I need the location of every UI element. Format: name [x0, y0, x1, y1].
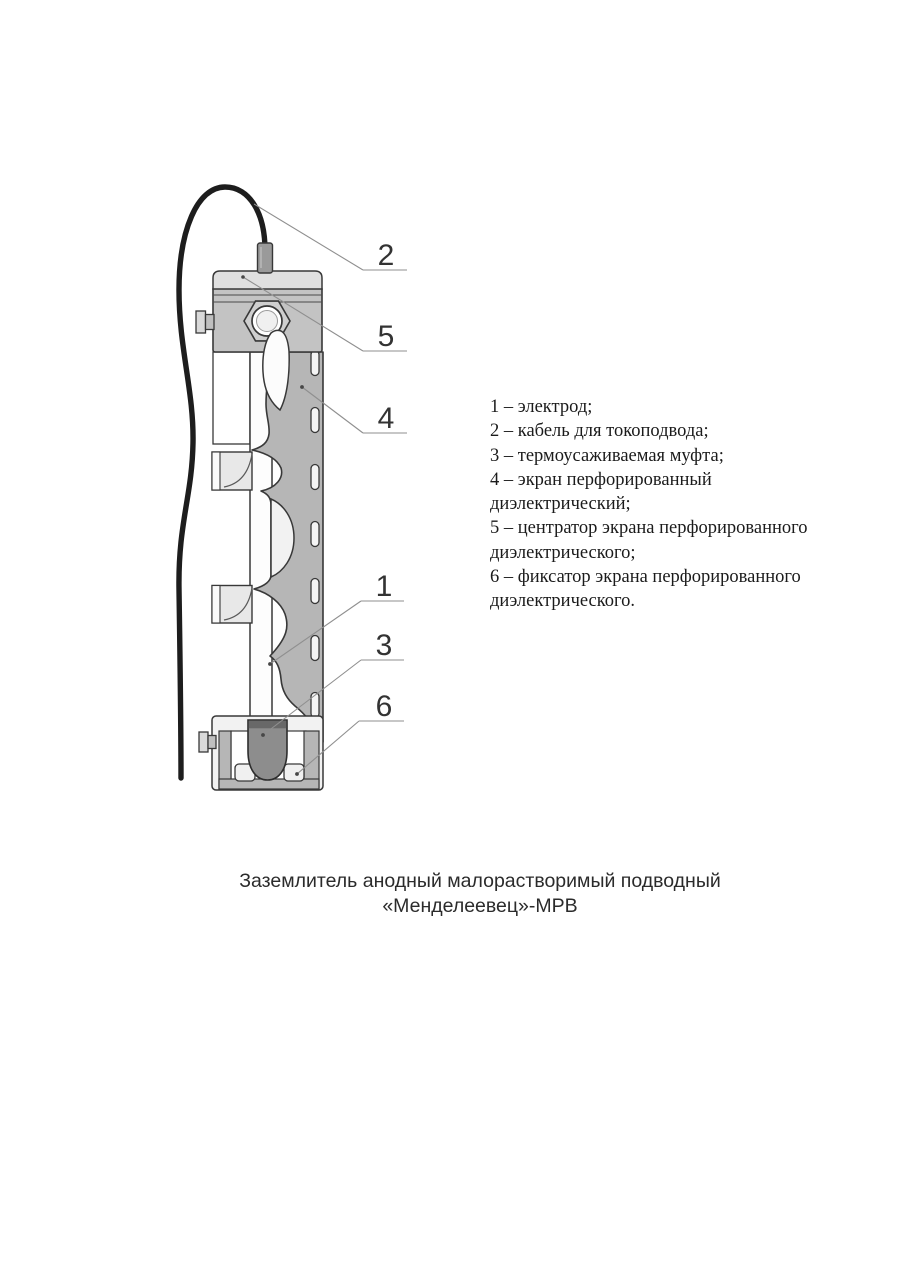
screen-slot	[311, 636, 319, 661]
screen-slot	[311, 465, 319, 490]
leader-dot-1	[268, 662, 272, 666]
callout-label-1: 1	[375, 570, 393, 603]
interior-void-panel	[213, 352, 250, 444]
screen-slot	[311, 693, 319, 718]
screen-slot	[311, 579, 319, 604]
centrator-flange-upper	[212, 452, 252, 490]
screen-slot	[311, 351, 319, 376]
fixator-block-right	[284, 764, 304, 781]
screen-slot	[311, 522, 319, 547]
leader-dot-6	[295, 772, 299, 776]
legend-line-1: 1 – электрод;	[490, 397, 593, 417]
callout-label-2: 2	[377, 239, 395, 272]
leader-dot-4	[300, 385, 304, 389]
heat-shrink-sleeve	[248, 720, 287, 780]
screen-slot	[311, 408, 319, 433]
leader-dot-5	[241, 275, 245, 279]
callout-label-5: 5	[377, 320, 395, 353]
legend-line-2: 2 – кабель для токоподвода;	[490, 421, 709, 442]
parts-legend	[490, 395, 850, 614]
legend-line-4b: диэлектрический;	[490, 494, 631, 515]
side-bolt-top	[196, 311, 206, 333]
figure-caption	[130, 869, 830, 919]
leader-dot-3	[261, 733, 265, 737]
callout-label-4: 4	[377, 402, 395, 435]
caption-line-2: «Менделеевец»-МРВ	[382, 895, 578, 917]
legend-line-3: 3 – термоусаживаемая муфта;	[490, 445, 724, 466]
side-bolt-bottom	[199, 732, 208, 752]
centrator-flange-lower	[212, 586, 252, 624]
legend-line-5a: 5 – центратор экрана перфорированного	[490, 518, 808, 539]
caption-line-1: Заземлитель анодный малорастворимый подводный	[239, 870, 721, 892]
callout-label-6: 6	[375, 690, 393, 723]
legend-line-6a: 6 – фиксатор экрана перфорированного	[490, 567, 801, 588]
legend-line-6b: диэлектрического.	[490, 591, 636, 612]
legend-line-4a: 4 – экран перфорированный	[490, 469, 712, 490]
cable-gland	[258, 243, 273, 273]
callout-label-3: 3	[375, 629, 393, 662]
screen-centrator-cap	[196, 243, 322, 352]
legend-line-5b: диэлектрического;	[490, 542, 636, 563]
